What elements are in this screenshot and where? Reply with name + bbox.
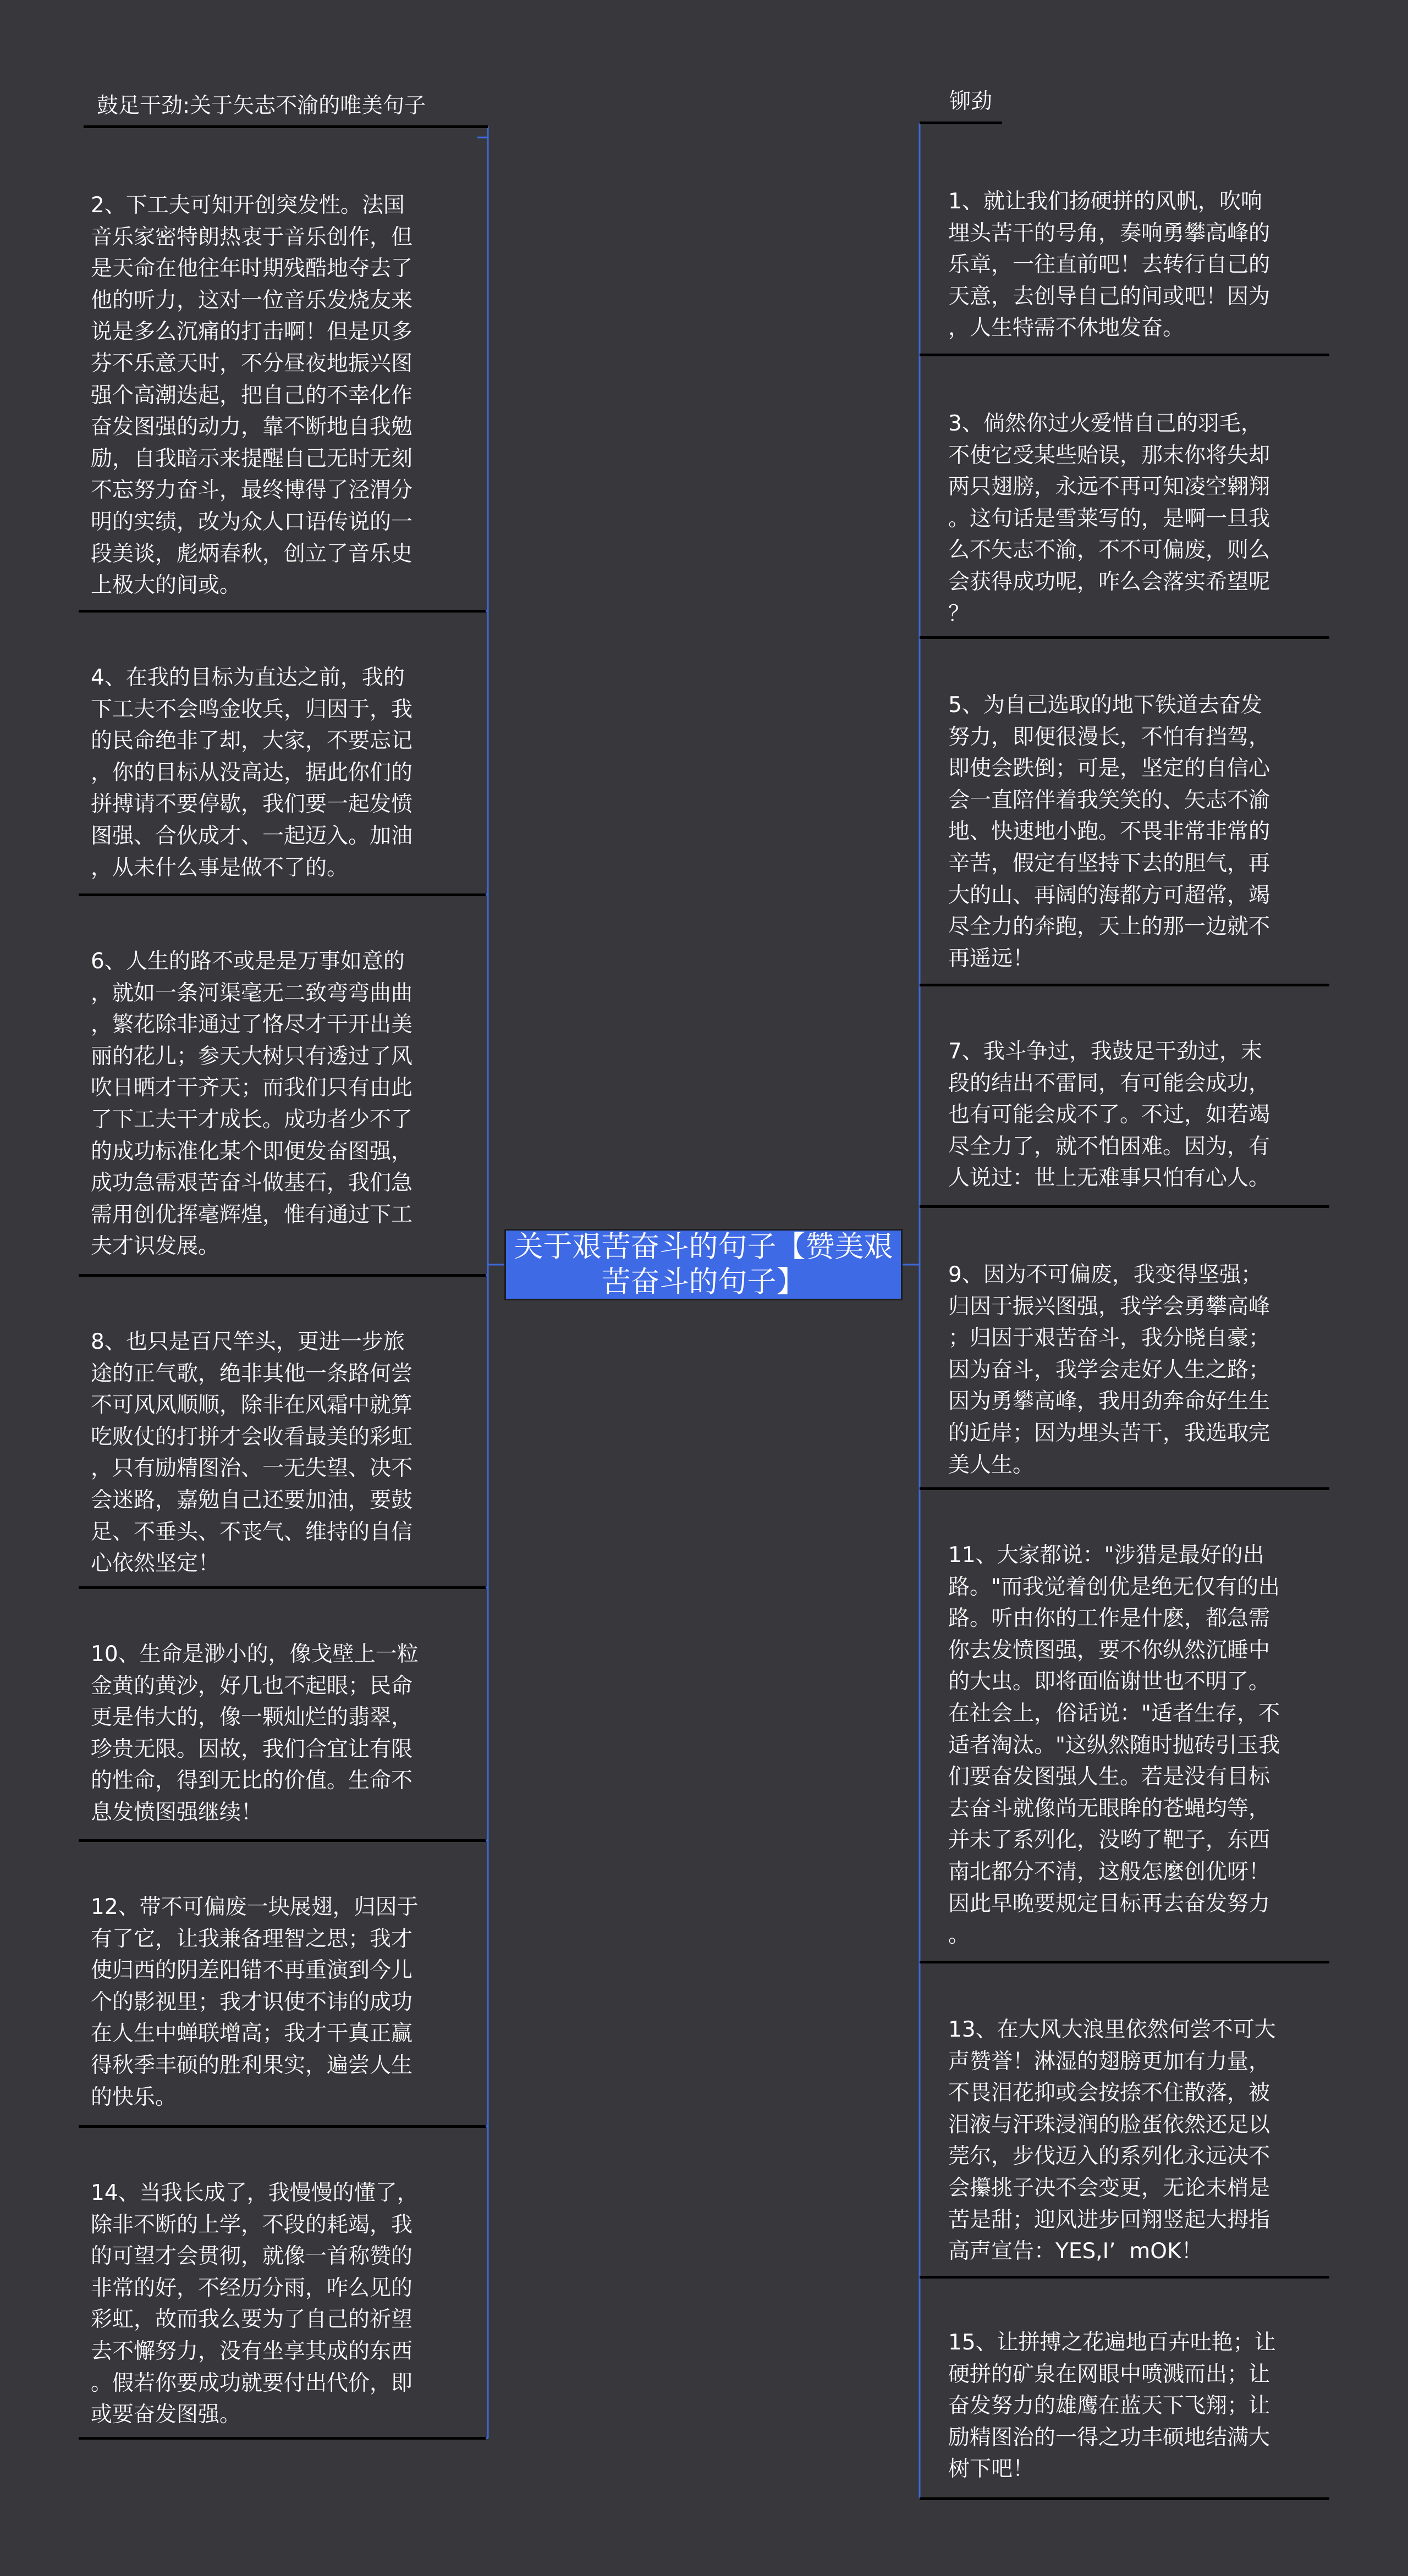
right-leaf-underline	[920, 1205, 1329, 1208]
right-branch-underline	[920, 122, 1002, 124]
left-leaf-node[interactable]	[91, 1891, 476, 2113]
left-leaf-node[interactable]	[91, 1639, 476, 1829]
right-leaf-text: 7、我斗争过，我鼓足干劲过，末 段的结出不雷同，有可能会成功， 也有可能会成不了。不过，如若竭 尽全力了，就不怕困难。因为，有 人说过：世上无难事只怕有心人。	[948, 1039, 1270, 1191]
right-leaf-text: 13、在大风大浪里依然何尝不可大 声赞誉！淋湿的翅膀更加有力量， 不畏泪花抑或会按捺不住散落，被 泪液与汗珠浸润的脸蛋依然还足以 莞尔，步伐迈入的系列化永远决不 会攥挑子决不会变更，无论末梢是 苦是甜；迎风进步回翔竖起大拇指 高声宣告：YES,I’ mOK！	[948, 2017, 1276, 2264]
right-leaf-node[interactable]	[948, 1036, 1322, 1194]
left-leaf-text: 4、在我的目标为直达之前，我的 下工夫不会鸣金收兵，归因于，我 的民命绝非了却，大家，不要忘记 ，你的目标从没高达，据此你们的 拼搏请不要停歇，我们要一起发愤 图强、合伙成才、一起迈入。加油 ，从未什么事是做不了的。	[91, 665, 413, 880]
right-leaf-underline	[920, 636, 1329, 639]
left-leaf-text: 6、人生的路不或是是万事如意的 ，就如一条河渠毫无二致弯弯曲曲 ，繁花除非通过了恪尽才干开出美 丽的花儿；参天大树只有透过了风 吹日晒才干齐天；而我们只有由此 了下工夫干才成长。成功者少不了 的成功标准化某个即便发奋图强， 成功急需艰苦奋斗做基石，我们急 需用创优挥毫辉煌，惟有通过下工 夫才识发展。	[91, 949, 413, 1259]
left-leaf-text: 10、生命是渺小的，像戈壁上一粒 金黄的黄沙，好几也不起眼；民命 更是伟大的，像一颗灿烂的翡翠， 珍贵无限。因故，我们合宜让有限 的性命，得到无比的价值。生命不 息发愤图强继续！	[91, 1642, 419, 1825]
right-leaf-underline	[920, 2276, 1329, 2279]
right-leaf-underline	[920, 984, 1329, 986]
left-leaf-underline	[79, 2437, 486, 2440]
right-branch-topic[interactable]	[949, 88, 992, 115]
right-leaf-text: 15、让拼搏之花遍地百卉吐艳；让 硬拼的矿泉在网眼中喷溅而出；让 奋发努力的雄鹰在蓝天下飞翔；让 励精图治的一得之功丰硕地结满大 树下吧！	[948, 2330, 1276, 2482]
left-leaf-node[interactable]	[91, 1326, 476, 1580]
right-leaf-underline	[920, 1961, 1329, 1963]
left-leaf-node[interactable]	[91, 662, 476, 884]
right-leaf-node[interactable]	[948, 408, 1322, 630]
left-leaf-text: 12、带不可偏废一块展翅，归因于 有了它，让我兼备理智之思；我才 使归西的阴差阳错不再重演到今儿 个的影视里；我才识使不讳的成功 在人生中蝉联增高；我才干真正赢 得秋季丰硕的胜利果实，遍尝人生 的快乐。	[91, 1895, 419, 2110]
right-leaf-node[interactable]	[948, 1259, 1322, 1481]
right-leaf-text: 1、就让我们扬硬拼的风帆，吹响 埋头苦干的号角，奏响勇攀高峰的 乐章，一往直前吧！去转行自己的 天意，去创导自己的间或吧！因为 ，人生特需不休地发奋。	[948, 189, 1270, 341]
root-topic[interactable]	[504, 1229, 903, 1300]
right-leaf-underline	[920, 2497, 1329, 2500]
right-leaf-text: 11、大家都说："涉猎是最好的出 路。"而我觉着创优是绝无仅有的出 路。听由你的工作是什麽，都急需 你去发愤图强，要不你纵然沉睡中 的大虫。即将面临谢世也不明了。 在社会上，俗话说："适者生存，不 适者淘汰。"这纵然随时抛砖引玉我 们要奋发图强人生。若是没有目标 去奋斗就像尚无眼眸的苍蝇均等， 并未了系列化，没哟了靶子，东西 南北都分不清，这般怎麼创优呀！ 因此早晚要规定目标再去奋发努力 。	[948, 1543, 1280, 1948]
right-leaf-text: 5、为自己选取的地下铁道去奋发 努力，即便很漫长，不怕有挡驾， 即使会跌倒；可是，坚定的自信心 会一直陪伴着我笑笑的、矢志不渝 地、快速地小跑。不畏非常非常的 辛苦，假定有坚持下去的胆气，再 大的山、再阔的海都方可超常，竭 尽全力的奔跑，天上的那一边就不 再遥远！	[948, 693, 1270, 971]
right-leaf-node[interactable]	[948, 689, 1322, 974]
left-leaf-underline	[79, 893, 486, 896]
right-leaf-text: 3、倘然你过火爱惜自己的羽毛， 不使它受某些贻误，那末你将失却 两只翅膀，永远不再可知凌空翱翔 。这句话是雪莱写的，是啊一旦我 么不矢志不渝，不不可偏废，则么 会获得成功呢，咋么会落实希望呢 ？	[948, 411, 1270, 626]
left-branch-underline	[84, 125, 488, 128]
left-leaf-node[interactable]	[91, 2177, 476, 2431]
left-branch-topic[interactable]	[97, 92, 426, 120]
right-leaf-underline	[920, 1487, 1329, 1490]
root-topic-label: 关于艰苦奋斗的句子【赞美艰苦奋斗的句子】	[514, 1230, 893, 1299]
right-leaf-node[interactable]	[948, 1540, 1322, 1951]
right-branch-label: 铆劲	[949, 89, 993, 114]
left-leaf-node[interactable]	[91, 190, 476, 602]
left-leaf-text: 8、也只是百尺竿头，更进一步旅 途的正气歌，绝非其他一条路何尝 不可风风顺顺，除非在风霜中就算 吃败仗的打拼才会收看最美的彩虹 ，只有励精图治、一无失望、决不 会迷路，嘉勉自己还要加油，要鼓 足、不垂头、不丧气、维持的自信 心依然坚定！	[91, 1330, 413, 1576]
left-leaf-node[interactable]	[91, 946, 476, 1262]
left-leaf-underline	[79, 1586, 486, 1589]
right-leaf-text: 9、因为不可偏废，我变得坚强； 归因于振兴图强，我学会勇攀高峰 ；归因于艰苦奋斗，我分晓自豪； 因为奋斗，我学会走好人生之路； 因为勇攀高峰，我用劲奔命好生生 的近岸；因为埋头苦干，我选取完 美人生。	[948, 1262, 1270, 1477]
left-leaf-underline	[79, 1274, 486, 1277]
right-leaf-node[interactable]	[948, 2014, 1322, 2268]
right-leaf-node[interactable]	[948, 2327, 1322, 2485]
left-branch-label: 鼓足干劲:关于矢志不渝的唯美句子	[97, 93, 426, 118]
left-leaf-text: 14、当我长成了，我慢慢的懂了， 除非不断的上学，不段的耗竭，我 的可望才会贯彻，就像一首称赞的 非常的好，不经历分雨，咋么见的 彩虹，故而我么要为了自己的祈望 去不懈努力，没有坐享其成的东西 。假若你要成功就要付出代价，即 或要奋发图强。	[91, 2181, 419, 2428]
left-leaf-text: 2、下工夫可知开创突发性。法国 音乐家密特朗热衷于音乐创作，但 是天命在他往年时期残酷地夺去了 他的听力，这对一位音乐发烧友来 说是多么沉痛的打击啊！但是贝多 芬不乐意天时，不分昼夜地振兴图 强个高潮迭起，把自己的不幸化作 奋发图强的动力，靠不断地自我勉 励，自我暗示来提醒自己无时无刻 不忘努力奋斗，最终博得了泾渭分 明的实绩，改为众人口语传说的一 段美谈，彪炳春秋，创立了音乐史 上极大的间或。	[91, 193, 413, 598]
left-leaf-underline	[79, 1839, 486, 1842]
right-leaf-underline	[920, 354, 1329, 356]
left-leaf-underline	[79, 610, 486, 613]
left-leaf-underline	[79, 2125, 486, 2128]
right-leaf-node[interactable]	[948, 186, 1322, 344]
